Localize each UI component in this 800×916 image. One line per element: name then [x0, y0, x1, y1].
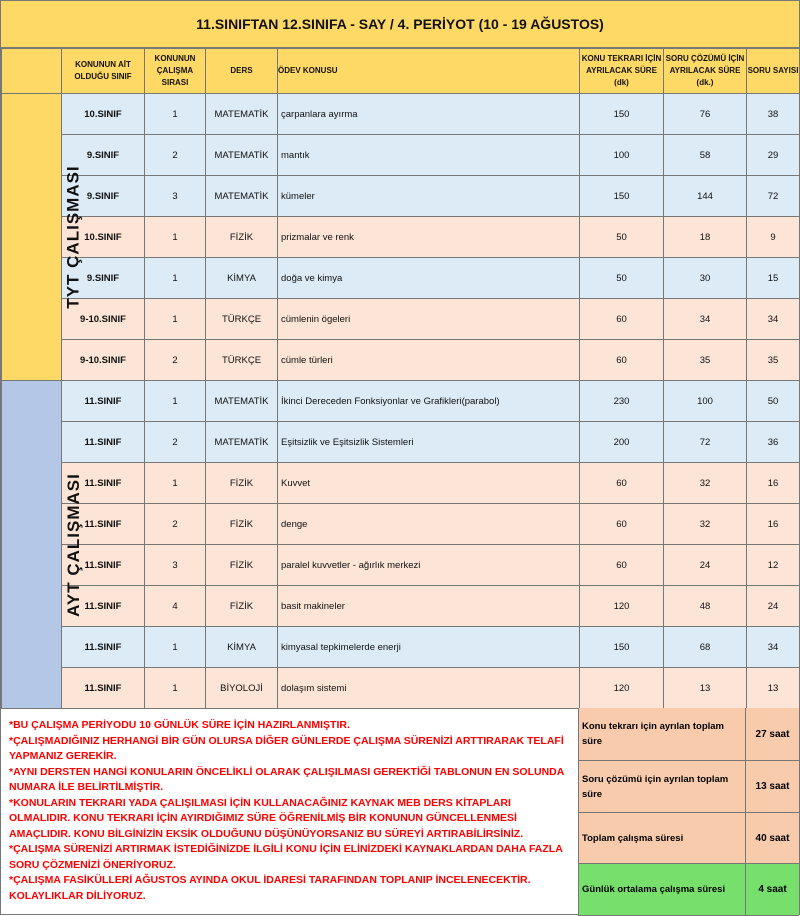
class-cell: 11.SINIF — [62, 545, 145, 586]
note-line: *ÇALIŞMADIĞINIZ HERHANGİ BİR GÜN OLURSA DİĞER GÜNLERDE ÇALIŞMA SÜRENİZİ ARTTIRARAK TELAFİ YAPMANIZ GEREKİR. — [9, 734, 564, 762]
topic-cell: Eşitsizlik ve Eşitsizlik Sistemleri — [278, 422, 580, 463]
question-count-cell: 24 — [747, 586, 800, 627]
class-cell: 11.SINIF — [62, 668, 145, 709]
solve-minutes-cell: 34 — [664, 299, 747, 340]
section-label-tyt — [2, 94, 83, 381]
review-minutes-cell: 60 — [580, 299, 664, 340]
summary-label: Toplam çalışma süresi — [579, 813, 746, 863]
order-cell: 1 — [145, 258, 206, 299]
topic-cell: İkinci Dereceden Fonksiyonlar ve Grafikleri(parabol) — [278, 381, 580, 422]
review-minutes-cell: 50 — [580, 217, 664, 258]
review-minutes-cell: 50 — [580, 258, 664, 299]
header-row — [2, 49, 800, 94]
topic-cell: dolaşım sistemi — [278, 668, 580, 709]
subject-cell: MATEMATİK — [206, 176, 278, 217]
topic-cell: prizmalar ve renk — [278, 217, 580, 258]
review-minutes-cell: 200 — [580, 422, 664, 463]
topic-cell: mantık — [278, 135, 580, 176]
question-count-cell: 38 — [747, 94, 800, 135]
topic-cell: cümlenin ögeleri — [278, 299, 580, 340]
order-cell: 1 — [145, 94, 206, 135]
summary-label: Soru çözümü için ayrılan toplam süre — [579, 761, 746, 812]
topic-cell: basit makineler — [278, 586, 580, 627]
subject-cell: KİMYA — [206, 627, 278, 668]
solve-minutes-cell: 72 — [664, 422, 747, 463]
class-cell: 10.SINIF — [62, 217, 145, 258]
table-row — [2, 504, 800, 545]
topic-cell: cümle türleri — [278, 340, 580, 381]
table-row — [2, 422, 800, 463]
note-line: *KONULARIN TEKRARI YADA ÇALIŞILMASI İÇİN KULLANACAĞINIZ KAYNAK MEB DERS KİTAPLARI OLMALIDIR. KONU TEKRARI İÇİN AYIRDIĞIMIZ SÜRE ÖĞRENİLMİŞ BİR KONUNUN GÜNCELLENMESİ AMAÇLIDIR. KONU BİLGİNİZİN EKSİK OLDUĞUNU DÜŞÜNÜYORSANIZ BU SÜREYİ ARTIRABİLİRSİNİZ. — [9, 796, 524, 840]
summary-row — [579, 813, 799, 864]
summary-value: 40 saat — [755, 832, 790, 844]
summary-value: 27 saat — [755, 728, 790, 740]
question-count-cell: 16 — [747, 463, 800, 504]
order-cell: 1 — [145, 299, 206, 340]
table-row — [2, 545, 800, 586]
header-blank — [2, 49, 62, 94]
column-header: KONU TEKRARI İÇİN AYRILACAK SÜRE (dk) — [580, 49, 664, 94]
order-cell: 2 — [145, 340, 206, 381]
class-cell: 9.SINIF — [62, 258, 145, 299]
table-row — [2, 381, 800, 422]
review-minutes-cell: 60 — [580, 504, 664, 545]
review-minutes-cell: 60 — [580, 545, 664, 586]
subject-cell: KİMYA — [206, 258, 278, 299]
solve-minutes-cell: 24 — [664, 545, 747, 586]
question-count-cell: 29 — [747, 135, 800, 176]
subject-cell: MATEMATİK — [206, 381, 278, 422]
column-header: KONUNUN AİT OLDUĞU SINIF — [62, 49, 145, 94]
table-row — [2, 299, 800, 340]
class-cell: 9.SINIF — [62, 135, 145, 176]
question-count-cell: 16 — [747, 504, 800, 545]
question-count-cell: 15 — [747, 258, 800, 299]
solve-minutes-cell: 76 — [664, 94, 747, 135]
subject-cell: FİZİK — [206, 545, 278, 586]
solve-minutes-cell: 68 — [664, 627, 747, 668]
class-cell: 11.SINIF — [62, 504, 145, 545]
summary-label: Konu tekrarı için ayrılan toplam süre — [579, 708, 746, 760]
question-count-cell: 35 — [747, 340, 800, 381]
review-minutes-cell: 60 — [580, 463, 664, 504]
summary-value: 4 saat — [758, 884, 787, 895]
review-minutes-cell: 150 — [580, 94, 664, 135]
order-cell: 2 — [145, 135, 206, 176]
table-row — [2, 627, 800, 668]
review-minutes-cell: 120 — [580, 668, 664, 709]
summary-panel — [579, 708, 799, 916]
class-cell: 10.SINIF — [62, 94, 145, 135]
table-row — [2, 217, 800, 258]
subject-cell: TÜRKÇE — [206, 340, 278, 381]
section-label-ayt — [2, 381, 83, 709]
class-cell: 11.SINIF — [62, 463, 145, 504]
review-minutes-cell: 120 — [580, 586, 664, 627]
order-cell: 3 — [145, 176, 206, 217]
topic-cell: denge — [278, 504, 580, 545]
note-line: *ÇALIŞMA FASİKÜLLERİ AĞUSTOS AYINDA OKUL İDARESİ TARAFINDAN TOPLANIP İNCELENECEKTİR. KOLAYLIKLAR DİLİYORUZ. — [9, 874, 531, 902]
summary-row — [579, 761, 799, 813]
question-count-cell: 9 — [747, 217, 800, 258]
subject-cell: TÜRKÇE — [206, 299, 278, 340]
notes-panel — [1, 708, 579, 916]
column-header: DERS — [206, 49, 278, 94]
solve-minutes-cell: 100 — [664, 381, 747, 422]
review-minutes-cell: 230 — [580, 381, 664, 422]
subject-cell: MATEMATİK — [206, 422, 278, 463]
note-line: *AYNI DERSTEN HANGİ KONULARIN ÖNCELİKLİ OLARAK ÇALIŞILMASI GEREKTİĞİ TABLONUN EN SOLUNDA NUMARA İLE BELİRTİLMİŞTİR. — [9, 765, 564, 793]
table-row — [2, 135, 800, 176]
order-cell: 1 — [145, 463, 206, 504]
solve-minutes-cell: 48 — [664, 586, 747, 627]
question-count-cell: 50 — [747, 381, 800, 422]
order-cell: 1 — [145, 668, 206, 709]
column-header: KONUNUN ÇALIŞMA SIRASI — [145, 49, 206, 94]
subject-cell: FİZİK — [206, 217, 278, 258]
solve-minutes-cell: 18 — [664, 217, 747, 258]
subject-cell: BİYOLOJİ — [206, 668, 278, 709]
class-cell: 11.SINIF — [62, 627, 145, 668]
subject-cell: MATEMATİK — [206, 135, 278, 176]
topic-cell: çarpanlara ayırma — [278, 94, 580, 135]
review-minutes-cell: 100 — [580, 135, 664, 176]
order-cell: 1 — [145, 627, 206, 668]
solve-minutes-cell: 35 — [664, 340, 747, 381]
summary-row — [579, 864, 799, 916]
solve-minutes-cell: 13 — [664, 668, 747, 709]
subject-cell: FİZİK — [206, 504, 278, 545]
class-cell: 11.SINIF — [62, 586, 145, 627]
summary-value: 13 saat — [755, 781, 790, 792]
note-line: *BU ÇALIŞMA PERİYODU 10 GÜNLÜK SÜRE İÇİN HAZIRLANMIŞTIR. — [9, 719, 350, 731]
class-cell: 9.SINIF — [62, 176, 145, 217]
solve-minutes-cell: 32 — [664, 463, 747, 504]
question-count-cell: 34 — [747, 299, 800, 340]
class-cell: 9-10.SINIF — [62, 299, 145, 340]
solve-minutes-cell: 32 — [664, 504, 747, 545]
class-cell: 11.SINIF — [62, 422, 145, 463]
note-line: *ÇALIŞMA SÜRENİZİ ARTIRMAK İSTEDİĞİNİZDE İLGİLİ KONU İÇİN ELİNİZDEKİ KAYNAKLARDAN DAHA FAZLA SORU ÇÖZMENİZİ ÖNERİYORUZ. — [9, 843, 563, 871]
topic-cell: doğa ve kimya — [278, 258, 580, 299]
solve-minutes-cell: 144 — [664, 176, 747, 217]
order-cell: 2 — [145, 504, 206, 545]
order-cell: 1 — [145, 381, 206, 422]
table-row — [2, 340, 800, 381]
column-header: SORU SAYISI — [747, 49, 800, 94]
section-label-text: AYT ÇALIŞMASI — [63, 472, 83, 617]
table-row — [2, 176, 800, 217]
summary-label: Günlük ortalama çalışma süresi — [579, 864, 746, 915]
topic-cell: Kuvvet — [278, 463, 580, 504]
table-row — [2, 463, 800, 504]
question-count-cell: 13 — [747, 668, 800, 709]
section-label-text: TYT ÇALIŞMASI — [63, 165, 83, 309]
question-count-cell: 72 — [747, 176, 800, 217]
subject-cell: FİZİK — [206, 463, 278, 504]
subject-cell: MATEMATİK — [206, 94, 278, 135]
table-row — [2, 258, 800, 299]
topic-cell: paralel kuvvetler - ağırlık merkezi — [278, 545, 580, 586]
topic-cell: kimyasal tepkimelerde enerji — [278, 627, 580, 668]
question-count-cell: 36 — [747, 422, 800, 463]
column-header: ÖDEV KONUSU — [278, 49, 580, 94]
review-minutes-cell: 150 — [580, 176, 664, 217]
question-count-cell: 34 — [747, 627, 800, 668]
table-row — [2, 668, 800, 709]
page-title: 11.SINIFTAN 12.SINIFA - SAY / 4. PERİYOT (10 - 19 AĞUSTOS) — [1, 1, 799, 48]
solve-minutes-cell: 30 — [664, 258, 747, 299]
summary-row — [579, 708, 799, 761]
review-minutes-cell: 150 — [580, 627, 664, 668]
table-row — [2, 586, 800, 627]
question-count-cell: 12 — [747, 545, 800, 586]
table-row — [2, 94, 800, 135]
study-table — [1, 48, 800, 709]
order-cell: 3 — [145, 545, 206, 586]
review-minutes-cell: 60 — [580, 340, 664, 381]
class-cell: 11.SINIF — [62, 381, 145, 422]
solve-minutes-cell: 58 — [664, 135, 747, 176]
topic-cell: kümeler — [278, 176, 580, 217]
order-cell: 1 — [145, 217, 206, 258]
class-cell: 9-10.SINIF — [62, 340, 145, 381]
order-cell: 4 — [145, 586, 206, 627]
column-header: SORU ÇÖZÜMÜ İÇİN AYRILACAK SÜRE (dk.) — [664, 49, 747, 94]
subject-cell: FİZİK — [206, 586, 278, 627]
order-cell: 2 — [145, 422, 206, 463]
